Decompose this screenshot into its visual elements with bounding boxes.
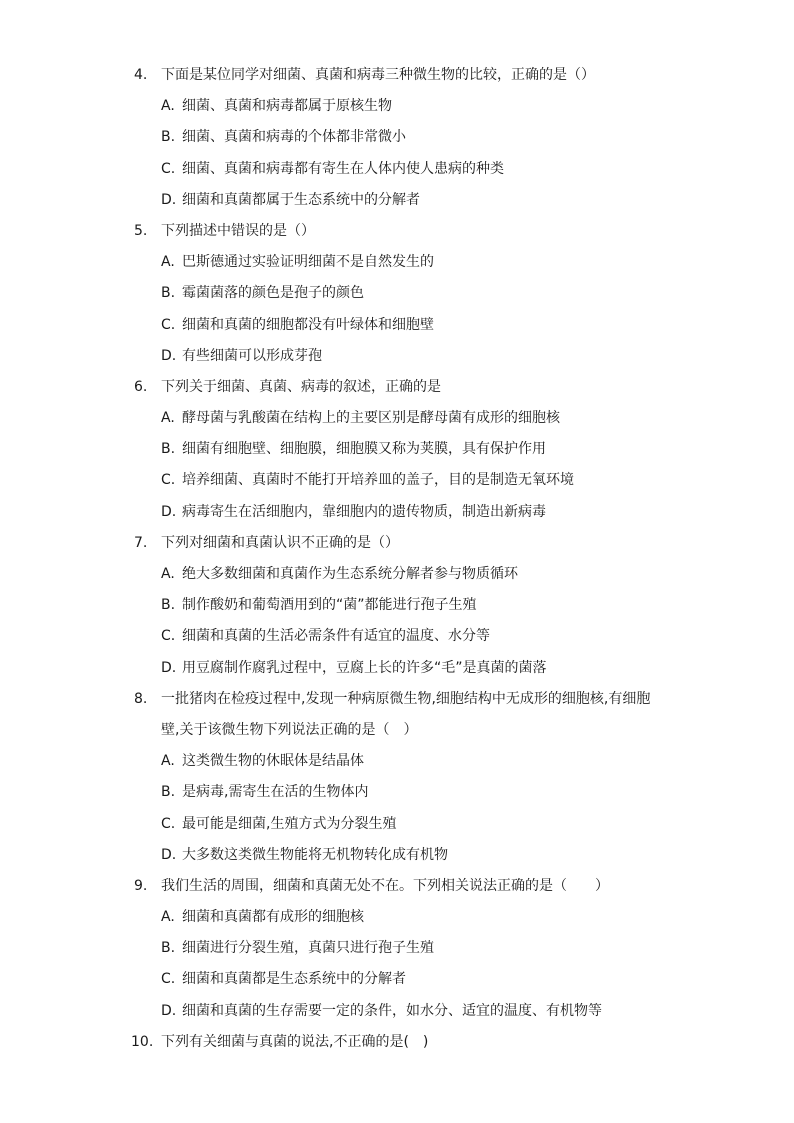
answer-option xyxy=(0,653,794,684)
answer-option xyxy=(0,902,794,933)
option-text: 最可能是细菌,生殖方式为分裂生殖 xyxy=(182,815,397,832)
question-number: 7. xyxy=(134,534,148,551)
question-stem-continuation xyxy=(0,715,794,746)
option-letter: D. xyxy=(161,503,177,520)
option-letter: C. xyxy=(161,815,176,832)
option-text: 细菌和真菌都属于生态系统中的分解者 xyxy=(182,191,420,208)
option-text: 细菌、真菌和病毒都有寄生在人体内使人患病的种类 xyxy=(182,160,504,177)
option-text: 绝大多数细菌和真菌作为生态系统分解者参与物质循环 xyxy=(182,566,518,582)
question-stem-text: 下面是某位同学对细菌、真菌和病毒三种微生物的比较，正确的是（） xyxy=(161,67,595,83)
option-text: 病毒寄生在活细胞内，靠细胞内的遗传物质，制造出新病毒 xyxy=(182,503,546,520)
question-stem-line xyxy=(0,1027,794,1058)
answer-option xyxy=(0,996,794,1027)
answer-option xyxy=(0,154,794,185)
answer-option xyxy=(0,403,794,434)
answer-option xyxy=(0,933,794,964)
answer-option xyxy=(0,185,794,216)
question-stem-line xyxy=(0,528,794,559)
answer-option xyxy=(0,809,794,840)
option-letter: D. xyxy=(161,659,177,676)
question-number: 10. xyxy=(131,1033,154,1050)
option-text: 细菌、真菌和病毒的个体都非常微小 xyxy=(182,129,406,146)
option-letter: D. xyxy=(161,1002,177,1019)
question-item xyxy=(0,60,794,216)
option-text: 大多数这类微生物能将无机物转化成有机物 xyxy=(182,846,448,863)
answer-option xyxy=(0,465,794,496)
question-number: 6. xyxy=(134,378,148,395)
option-letter: C. xyxy=(161,316,176,333)
option-text: 这类微生物的休眠体是结晶体 xyxy=(182,753,364,770)
answer-option xyxy=(0,590,794,621)
option-text: 细菌进行分裂生殖，真菌只进行孢子生殖 xyxy=(182,940,434,957)
option-letter: B. xyxy=(161,285,176,302)
answer-option xyxy=(0,559,794,590)
option-letter: C. xyxy=(161,472,176,489)
option-text: 酵母菌与乳酸菌在结构上的主要区别是酵母菌有成形的细胞核 xyxy=(182,410,560,427)
answer-option xyxy=(0,840,794,871)
question-number: 8. xyxy=(134,690,148,707)
answer-option xyxy=(0,91,794,122)
option-letter: B. xyxy=(161,597,176,614)
question-list xyxy=(0,60,794,1058)
option-text: 细菌和真菌都有成形的细胞核 xyxy=(182,909,364,926)
question-item xyxy=(0,1027,794,1058)
option-text: 制作酸奶和葡萄酒用到的“菌”都能进行孢子生殖 xyxy=(182,597,477,614)
question-item xyxy=(0,528,794,684)
question-stem-line xyxy=(0,684,794,715)
option-letter: C. xyxy=(161,628,176,645)
answer-option xyxy=(0,434,794,465)
answer-option xyxy=(0,122,794,153)
option-text: 巴斯德通过实验证明细菌不是自然发生的 xyxy=(182,254,434,271)
option-text: 是病毒,需寄生在活的生物体内 xyxy=(182,784,369,801)
option-text: 细菌有细胞壁、细胞膜，细胞膜又称为荚膜，具有保护作用 xyxy=(182,441,546,458)
option-text: 细菌和真菌的生活必需条件有适宜的温度、水分等 xyxy=(182,628,490,645)
option-letter: A. xyxy=(161,753,175,770)
option-letter: A. xyxy=(161,566,175,582)
question-stem-text: 下列有关细菌与真菌的说法,不正确的是( ) xyxy=(161,1033,429,1050)
option-text: 用豆腐制作腐乳过程中，豆腐上长的许多“毛”是真菌的菌落 xyxy=(182,659,547,676)
answer-option xyxy=(0,247,794,278)
question-stem-text: 一批猪肉在检疫过程中,发现一种病原微生物,细胞结构中无成形的细胞核,有细胞 xyxy=(161,690,651,707)
question-item xyxy=(0,216,794,372)
option-text: 培养细菌、真菌时不能打开培养皿的盖子，目的是制造无氧环境 xyxy=(182,472,574,489)
question-number: 4. xyxy=(134,67,148,83)
option-text: 细菌、真菌和病毒都属于原核生物 xyxy=(182,98,392,115)
question-stem-text: 壁,关于该微生物下列说法正确的是（ ） xyxy=(161,721,418,738)
option-text: 细菌和真菌的生存需要一定的条件，如水分、适宜的温度、有机物等 xyxy=(182,1002,602,1019)
option-letter: B. xyxy=(161,129,176,146)
question-stem-text: 下列描述中错误的是（） xyxy=(161,222,315,239)
option-text: 有些细菌可以形成芽孢 xyxy=(182,347,322,364)
question-number: 5. xyxy=(134,222,148,239)
question-stem-line xyxy=(0,60,794,91)
question-stem-text: 下列关于细菌、真菌、病毒的叙述，正确的是 xyxy=(161,378,441,395)
option-letter: A. xyxy=(161,98,175,115)
question-item xyxy=(0,372,794,528)
answer-option xyxy=(0,341,794,372)
option-letter: D. xyxy=(161,846,177,863)
answer-option xyxy=(0,964,794,995)
answer-option xyxy=(0,777,794,808)
option-text: 霉菌菌落的颜色是孢子的颜色 xyxy=(182,285,364,302)
answer-option xyxy=(0,621,794,652)
option-letter: C. xyxy=(161,160,176,177)
option-letter: C. xyxy=(161,971,176,988)
option-letter: A. xyxy=(161,254,175,271)
option-text: 细菌和真菌的细胞都没有叶绿体和细胞壁 xyxy=(182,316,434,333)
option-letter: A. xyxy=(161,410,175,427)
option-letter: B. xyxy=(161,784,176,801)
question-stem-line xyxy=(0,216,794,247)
question-stem-line xyxy=(0,871,794,902)
question-stem-text: 我们生活的周围，细菌和真菌无处不在。下列相关说法正确的是（ ） xyxy=(161,877,609,894)
option-text: 细菌和真菌都是生态系统中的分解者 xyxy=(182,971,406,988)
option-letter: B. xyxy=(161,441,176,458)
answer-option xyxy=(0,746,794,777)
option-letter: D. xyxy=(161,347,177,364)
question-stem-text: 下列对细菌和真菌认识不正确的是（） xyxy=(161,534,399,551)
answer-option xyxy=(0,310,794,341)
question-stem-line xyxy=(0,372,794,403)
question-item xyxy=(0,871,794,1027)
option-letter: A. xyxy=(161,909,175,926)
option-letter: D. xyxy=(161,191,177,208)
question-item xyxy=(0,684,794,871)
answer-option xyxy=(0,278,794,309)
question-number: 9. xyxy=(134,877,148,894)
answer-option xyxy=(0,497,794,528)
option-letter: B. xyxy=(161,940,176,957)
